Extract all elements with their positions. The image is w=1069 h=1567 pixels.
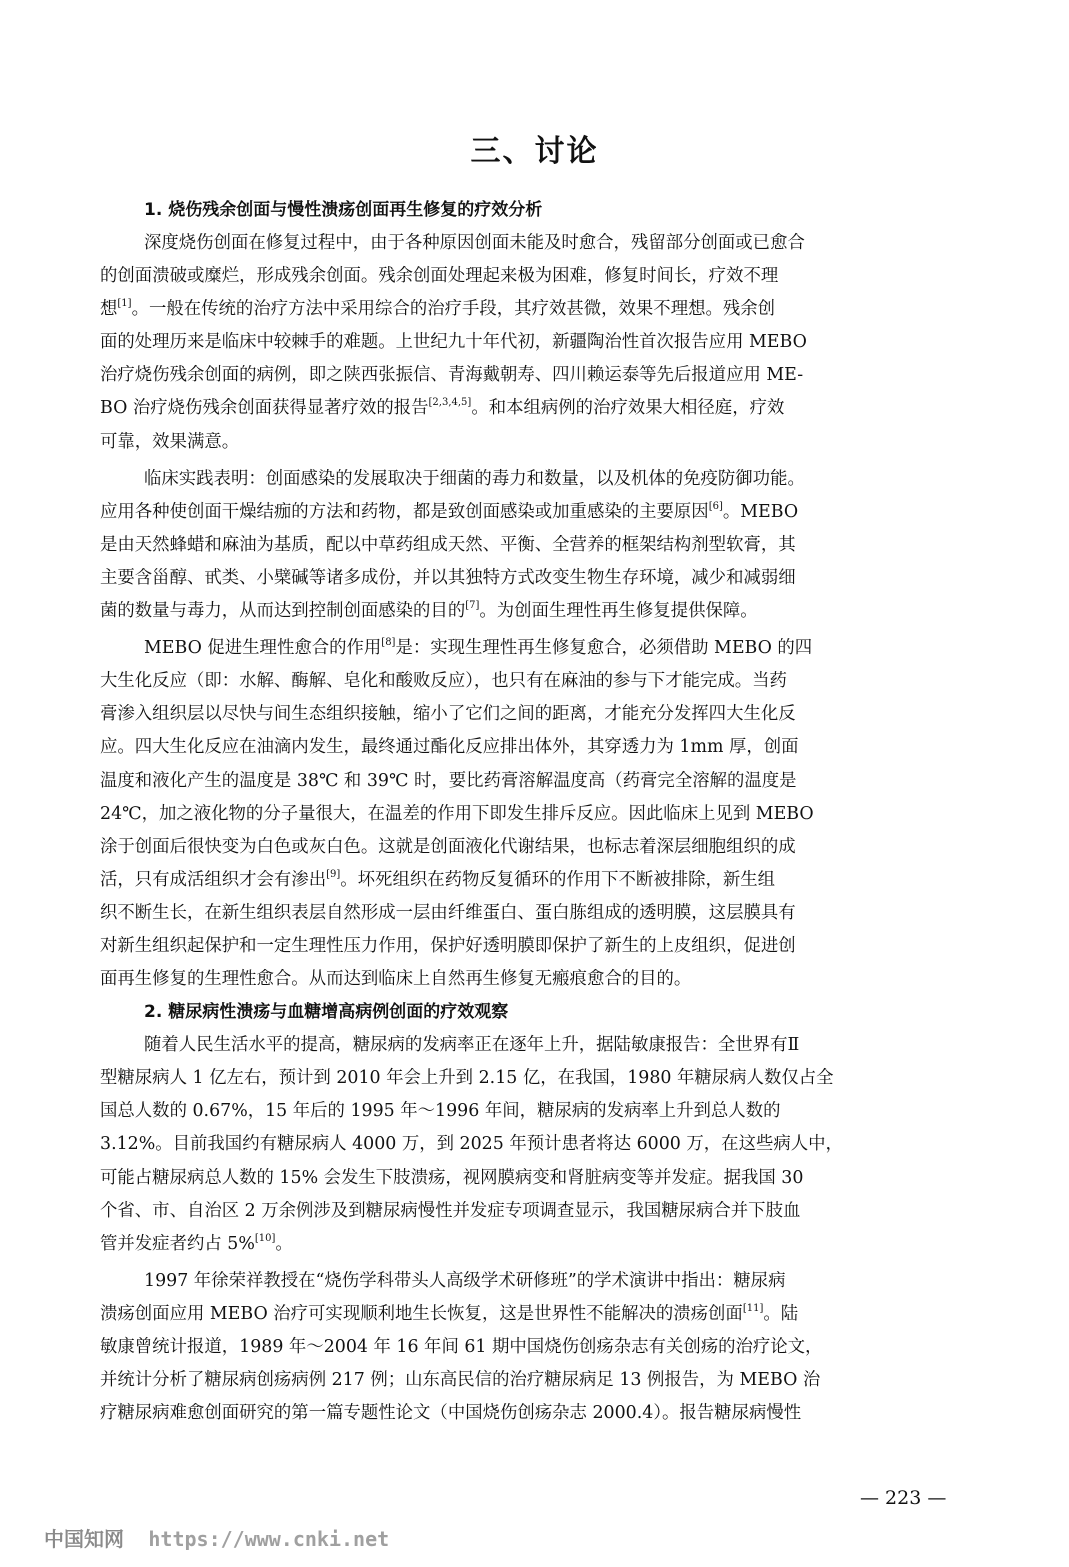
citation-ref: [7]	[465, 600, 480, 612]
text-line: 24℃，加之液化物的分子量很大，在温差的作用下即发生排斥反应。因此临床上见到 MEBO	[100, 803, 814, 824]
text-line: 面再生修复的生理性愈合。从而达到临床上自然再生修复无瘢痕愈合的目的。	[100, 969, 692, 990]
text-line: 临床实践表明：创面感染的发展取决于细菌的毒力和数量，以及机体的免疫防御功能。	[144, 468, 805, 489]
citation-ref: [8]	[381, 637, 396, 649]
watermark-url[interactable]: https://www.cnki.net	[148, 1527, 390, 1551]
text-line: 敏康曾统计报道，1989 年～2004 年 16 年间 61 期中国烧伤创疡杂志有关创疡的治疗论文，	[100, 1337, 823, 1357]
text-line: MEBO 促进生理性愈合的作用[8]是：实现生理性再生修复愈合，必须借助 MEBO 的四	[144, 637, 813, 659]
text-line: 主要含甾醇、甙类、小檗碱等诸多成份，并以其独特方式改变生物生存环境，减少和减弱细	[100, 567, 796, 588]
text-line: 可能占糖尿病总人数的 15% 会发生下肢溃疡，视网膜病变和肾脏病变等并发症。据我国 30	[100, 1167, 804, 1188]
page-number: — 223 —	[860, 1487, 947, 1509]
text-line: 面的处理历来是临床中较棘手的难题。上世纪九十年代初，新疆陶治性首次报告应用 MEBO	[100, 332, 807, 353]
citation-ref: [9]	[326, 868, 341, 880]
text-line: 个省、市、自治区 2 万余例涉及到糖尿病慢性并发症专项调查显示，我国糖尿病合并下肢血	[100, 1200, 801, 1221]
text-line: 3.12%。目前我国约有糖尿病人 4000 万，到 2025 年预计患者将达 6000 万，在这些病人中，	[100, 1134, 843, 1155]
text-line: 1997 年徐荣祥教授在“烧伤学科带头人高级学术研修班”的学术演讲中指出：糖尿病	[144, 1270, 786, 1291]
watermark-footer	[44, 1523, 389, 1552]
page-title: 三、讨论	[470, 134, 599, 169]
text-line: 疗糖尿病难愈创面研究的第一篇专题性论文（中国烧伤创疡杂志 2000.4）。报告糖尿病慢性	[100, 1403, 802, 1424]
paragraph	[100, 1265, 980, 1430]
citation-ref: [1]	[117, 298, 132, 310]
paragraph	[100, 1029, 980, 1261]
citation-ref: [11]	[742, 1302, 764, 1314]
text-line: 随着人民生活水平的提高，糖尿病的发病率正在逐年上升，据陆敏康报告：全世界有Ⅱ	[144, 1035, 800, 1056]
section-1-heading: 1. 烧伤残余创面与慢性溃疡创面再生修复的疗效分析	[144, 200, 543, 220]
text-line: 型糖尿病人 1 亿左右，预计到 2010 年会上升到 2.15 亿，在我国，1980 年糖尿病人数仅占全	[100, 1068, 834, 1089]
text-line: 温度和液化产生的温度是 38℃ 和 39℃ 时，要比药膏溶解温度高（药膏完全溶解的温度是	[100, 770, 797, 791]
section-2-heading: 2. 糖尿病性溃疡与血糖增高病例创面的疗效观察	[144, 1002, 509, 1023]
text-line: 膏渗入组织层以尽快与间生态组织接触，缩小了它们之间的距离，才能充分发挥四大生化反	[100, 704, 796, 725]
text-line: 是由天然蜂蜡和麻油为基质，配以中草药组成天然、平衡、全营养的框架结构剂型软膏，其	[100, 534, 796, 555]
text-line: 并统计分析了糖尿病创疡病例 217 例；山东高民信的治疗糖尿病足 13 例报告，为 MEBO 治	[100, 1370, 821, 1391]
article-body	[100, 194, 980, 1430]
text-line: 对新生组织起保护和一定生理性压力作用，保护好透明膜即保护了新生的上皮组织，促进创	[100, 935, 796, 956]
citation-ref: [6]	[708, 500, 723, 512]
text-line: 活，只有成活组织才会有渗出[9]。坏死组织在药物反复循环的作用下不断被排除，新生组	[100, 868, 776, 890]
text-line: 的创面溃破或糜烂，形成残余创面。残余创面处理起来极为困难，修复时间长，疗效不理	[100, 266, 779, 287]
paragraph	[100, 227, 980, 459]
text-line: BO 治疗烧伤残余创面获得显著疗效的报告[2,3,4,5]。和本组病例的治疗效果大相径庭，疗效	[100, 397, 785, 419]
text-line: 应用各种使创面干燥结痂的方法和药物，都是致创面感染或加重感染的主要原因[6]。MEBO	[100, 500, 799, 522]
text-line: 想[1]。一般在传统的治疗方法中采用综合的治疗手段，其疗效甚微，效果不理想。残余创	[100, 298, 776, 320]
watermark-site: 中国知网	[44, 1527, 124, 1551]
text-line: 大生化反应（即：水解、酶解、皂化和酸败反应），也只有在麻油的参与下才能完成。当药	[100, 671, 787, 692]
paragraph	[100, 463, 980, 628]
text-line: 菌的数量与毒力，从而达到控制创面感染的目的[7]。为创面生理性再生修复提供保障。	[100, 600, 758, 622]
text-line: 治疗烧伤残余创面的病例，即之陕西张振信、青海戴朝寿、四川赖运泰等先后报道应用 ME-	[100, 365, 804, 386]
text-line: 织不断生长，在新生组织表层自然形成一层由纤维蛋白、蛋白胨组成的透明膜，这层膜具有	[100, 902, 796, 923]
text-line: 溃疡创面应用 MEBO 治疗可实现顺利地生长恢复，这是世界性不能解决的溃疡创面[11]。陆	[100, 1302, 799, 1324]
citation-ref: [2,3,4,5]	[428, 397, 472, 409]
text-line: 管并发症者约占 5%[10]。	[100, 1232, 293, 1254]
paragraph	[100, 632, 980, 996]
text-line: 应。四大生化反应在油滴内发生，最终通过酯化反应排出体外，其穿透力为 1mm 厚，创面	[100, 737, 799, 758]
text-line: 涂于创面后很快变为白色或灰白色。这就是创面液化代谢结果，也标志着深层细胞组织的成	[100, 836, 796, 857]
text-line: 可靠，效果满意。	[100, 431, 240, 452]
citation-ref: [10]	[254, 1232, 276, 1244]
text-line: 国总人数的 0.67%，15 年后的 1995 年～1996 年间，糖尿病的发病率上升到总人数的	[100, 1101, 781, 1122]
text-line: 深度烧伤创面在修复过程中，由于各种原因创面未能及时愈合，残留部分创面或已愈合	[144, 233, 805, 253]
